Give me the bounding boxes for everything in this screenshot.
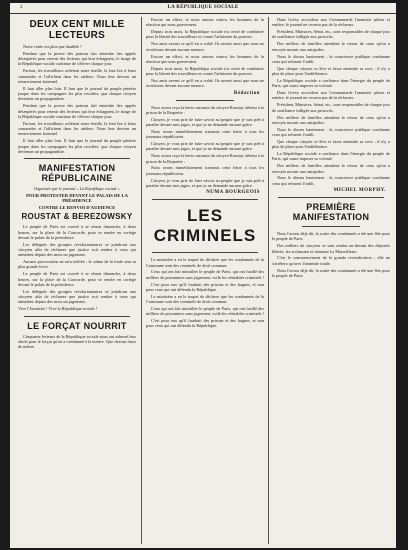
- paragraph: Le peuple de Paris est convié à se réunir dimanche, à deux heures, sur la place de la Concorde, pour se rendre en cortège devant le palais de la présidence.: [18, 224, 136, 240]
- paragraph: Ceux qui ont fait mitrailler le peuple de Paris, qui ont fusillé des milliers de prisonniers sans jugement, voilà les véritables criminels !: [146, 269, 264, 280]
- article-heading-readers: DEUX CENT MILLE LECTEURS: [29, 19, 125, 41]
- paragraph: Nous le disons hautement : la conscience publique condamne ceux qui refusent l'oubli.: [272, 53, 390, 64]
- paragraph: Nous avons immédiatement transmis cette lettre à tous les journaux républicains.: [146, 165, 264, 176]
- paragraph: Président, Ministres, Sénat, etc., sont responsables de chaque jour de souffrance infligée aux proscrits.: [272, 29, 390, 40]
- separator: [176, 100, 234, 101]
- paragraph: Les délégués des groupes révolutionnaires se joindront aux citoyens afin de réclamer que justice soit rendue à ceux qui attendent depuis des mois un jugement.: [18, 241, 136, 258]
- column-middle: [146, 17, 264, 544]
- paragraph: La République sociale a confiance dans l'énergie du peuple de Paris, qui saura imposer sa volonté.: [272, 151, 390, 162]
- paragraph: Cinquante lecteurs de la République sociale nous ont adressé leur obole pour le forçat qu'on a condamné à la misère. Que chacun fasse de même.: [18, 333, 136, 350]
- paragraph: Nous l'avons déjà dit, la sortie des condamnés a été une fête pour le peuple de Paris.: [272, 267, 390, 278]
- paragraph: Citoyen, je vous prie de faire savoir au peuple que je suis prêt à paraître devant mes juges, et que je ne demande aucune grâce.: [146, 141, 264, 152]
- paragraph: C'est pour eux qu'il faudrait des prisons et des bagnes, et non pour ceux qui ont défendu la République.: [146, 281, 264, 292]
- signature: NUMA BOURGEOIS: [206, 190, 260, 196]
- masthead: [10, 3, 396, 14]
- paragraph: C'est le commencement de la grande revendication ; elle ne s'arrêtera qu'avec l'amnistie totale.: [272, 255, 390, 266]
- newspaper-title: LA RÉPUBLIQUE SOCIALE: [167, 5, 239, 10]
- paragraph: Dans Grévy accordera aux Communards l'amnistie pleine et entière, le journal ne cessera pas de la réclamer.: [272, 90, 390, 101]
- caption-line: POUR PROTESTER DEVANT LE PALAIS DE LA PRÉSIDENCE: [26, 193, 128, 204]
- paragraph: Notre vente est plus que doublée !: [23, 44, 82, 49]
- article-heading-manifestation: MANIFESTATION RÉPUBLICAINE: [38, 163, 116, 184]
- paragraph: Nous le disons hautement : la conscience publique condamne ceux qui refusent l'oubli.: [272, 126, 390, 137]
- paragraph: Président, Ministres, Sénat, etc., sont responsables de chaque jour de souffrance infligée aux proscrits.: [272, 102, 390, 113]
- article-heading-forcat: LE FORÇAT NOURRIT: [27, 320, 127, 331]
- paragraph: Des milliers de familles attendent le retour de ceux qu'on a envoyés mourir aux antipodes.: [272, 41, 390, 52]
- paragraph: Nos amis savent ce qu'il en a coûté. Ils savent aussi que nous ne reculerons devant aucune menace.: [146, 77, 264, 89]
- caption-line: CONTRE LE RENVOI D'AUDIENCE: [38, 205, 116, 211]
- paragraph: Que chaque citoyen se lève et fasse entendre sa voix ; il n'y a plus de place pour l'indifférence.: [272, 65, 390, 77]
- paragraph: Aucune provocation ne sera tolérée ; le calme de la foule sera sa plus grande force.: [18, 259, 136, 270]
- paragraph: Depuis trois mois, la République sociale n'a cessé de combattre pour la liberté des travailleurs et contre l'arbitraire du pouvoir.: [146, 29, 264, 40]
- paragraph: Il faut aller plus loin. Il faut que le journal du peuple pénètre jusque dans les campagnes les plus reculées, que chaque citoyen devienne un propagandiste.: [18, 138, 136, 154]
- paragraph: Des milliers de familles attendent le retour de ceux qu'on a envoyés mourir aux antipodes.: [272, 163, 390, 174]
- article-subtitle: Organisée par le journal « La République sociale »: [33, 186, 121, 192]
- article-heading-criminels: LES CRIMINELS: [153, 206, 257, 246]
- separator: [24, 316, 130, 317]
- paragraph: Ceux qui ont fait mitrailler le peuple de Paris, qui ont fusillé des milliers de prisonniers sans jugement, voilà les véritables criminels !: [146, 306, 264, 317]
- separator: [24, 158, 130, 159]
- paragraph: Nos amis savent ce qu'il en a coûté. Ils savent aussi que nous ne reculerons devant aucune menace.: [146, 41, 264, 52]
- paragraph: Des milliers de citoyens se sont rendus au-devant des déportés libérés, les acclamant et chantant La Marseillaise.: [272, 243, 390, 254]
- separator: [278, 197, 384, 198]
- paragraph: Nous le disons hautement : la conscience publique condamne ceux qui refusent l'oubli.: [272, 175, 390, 186]
- paragraph: Nous l'avons déjà dit, la sortie des condamnés a été une fête pour le peuple de Paris.: [272, 231, 390, 242]
- paragraph: Pendant que la presse des patrons fait entendre des appels désespérés pour retenir des lecteurs qui leur échappent, le tirage de la République sociale continue de s'élever chaque jour.: [18, 103, 136, 119]
- column-right: [272, 17, 390, 544]
- article-heading-premiere: PREMIÈRE MANIFESTATION: [292, 202, 370, 223]
- paragraph: Le ministère a eu le toupet de déclarer que les condamnés de la Commune sont des criminels de droit commun.: [146, 293, 264, 305]
- paragraph: Le peuple de Paris est convié à se réunir dimanche, à deux heures, sur la place de la Concorde, pour se rendre en cortège devant le palais de la présidence.: [18, 271, 136, 287]
- paragraph: Le ministère a eu le toupet de déclarer que les condamnés de la Commune sont des criminels de droit commun.: [146, 257, 264, 268]
- separator: [152, 199, 258, 200]
- paragraph: Que chaque citoyen se lève et fasse entendre sa voix ; il n'y a plus de place pour l'indifférence.: [272, 138, 390, 150]
- newspaper-page: [10, 3, 396, 548]
- paragraph: Encore un effort, et nous aurons vaincu les hommes de la réaction qui nous gouvernent.: [146, 17, 264, 28]
- column-rule: [141, 17, 142, 544]
- paragraph: Dans Grévy accordera aux Communards l'amnistie pleine et entière, le journal ne cessera pas de la réclamer.: [272, 17, 390, 28]
- paragraph: Des milliers de familles attendent le retour de ceux qu'on a envoyés mourir aux antipodes.: [272, 114, 390, 125]
- paragraph: Citoyen, je vous prie de faire savoir au peuple que je suis prêt à paraître devant mes juges, et que je ne demande aucune grâce.: [146, 177, 264, 188]
- paragraph: Partout, les travailleurs achètent notre feuille, la font lire à leurs camarades et l'affichent dans les ateliers. Nous leur devons un remerciement fraternel.: [18, 120, 136, 137]
- paragraph: Partout, les travailleurs achètent notre feuille, la font lire à leurs camarades et l'affichent dans les ateliers. Nous leur devons un remerciement fraternel.: [18, 68, 136, 84]
- caption-names: ROUSTAT & BEREZOWSKY: [21, 212, 133, 222]
- signature: MICHEL MORPHY.: [333, 188, 386, 194]
- paragraph: Il faut aller plus loin. Il faut que le journal du peuple pénètre jusque dans les campagnes les plus reculées, que chaque citoyen devienne un propagandiste.: [18, 85, 136, 102]
- paragraph: Depuis trois mois, la République sociale n'a cessé de combattre pour la liberté des travailleurs et contre l'arbitraire du pouvoir.: [146, 65, 264, 77]
- paragraph: Pendant que la presse des patrons fait entendre des appels désespérés pour retenir des lecteurs qui leur échappent, le tirage de la République sociale continue de s'élever chaque jour.: [18, 50, 136, 67]
- paragraph: Nous avons reçu la lettre suivante du citoyen Roustat, détenu à la prison de la Roquette :: [146, 153, 264, 164]
- separator: [302, 226, 360, 227]
- paragraph: Citoyen, je vous prie de faire savoir au peuple que je suis prêt à paraître devant mes juges, et que je ne demande aucune grâce.: [146, 116, 264, 128]
- signature: Rédaction: [233, 90, 260, 96]
- paragraph: Nous avons immédiatement transmis cette lettre à tous les journaux républicains.: [146, 128, 264, 140]
- column-rule: [268, 17, 269, 544]
- closing-line: Vive l'Amnistie ! Vive la République sociale !: [18, 306, 98, 312]
- paragraph: Encore un effort, et nous aurons vaincu les hommes de la réaction qui nous gouvernent.: [146, 53, 264, 64]
- page-number: 2: [20, 5, 23, 10]
- paragraph: La République sociale a confiance dans l'énergie du peuple de Paris, qui saura imposer sa volonté.: [272, 77, 390, 89]
- column-left: [18, 17, 136, 544]
- paragraph: Nous avons reçu la lettre suivante du citoyen Roustat, détenu à la prison de la Roquette :: [146, 104, 264, 115]
- paragraph: Les délégués des groupes révolutionnaires se joindront aux citoyens afin de réclamer que justice soit rendue à ceux qui attendent depuis des mois un jugement.: [18, 288, 136, 305]
- paragraph: C'est pour eux qu'il faudrait des prisons et des bagnes, et non pour ceux qui ont défendu la République.: [146, 318, 264, 329]
- separator: [152, 252, 258, 253]
